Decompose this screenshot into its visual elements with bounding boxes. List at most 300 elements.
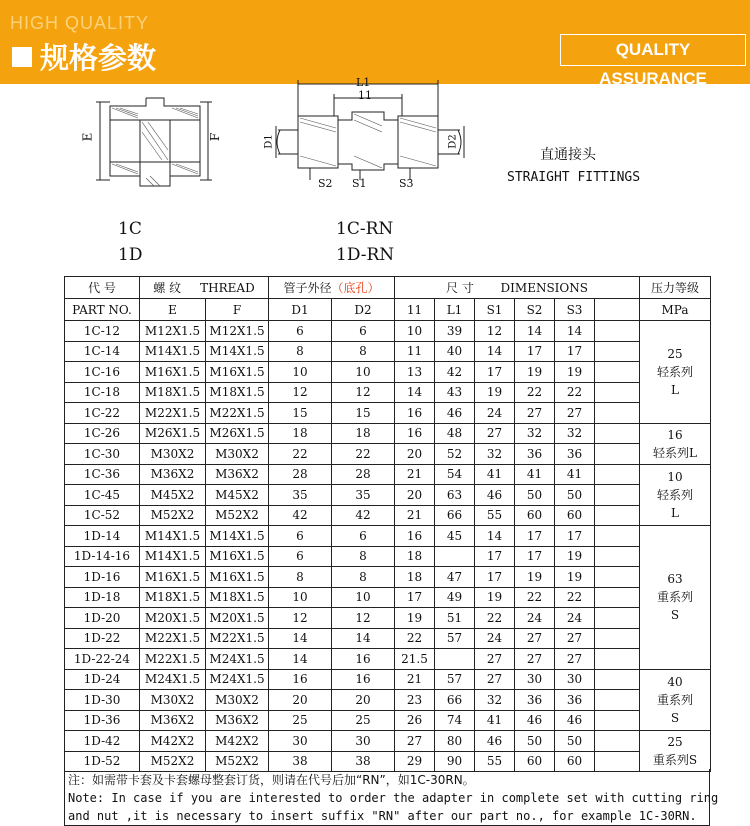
cell-pipe-d2: 8 [332,546,395,567]
fitting-drawing-1c-rn [268,76,478,192]
cell-pipe-d1: 12 [269,382,332,403]
table-row [65,587,711,608]
cell-dim-s3: 30 [555,669,595,690]
cell-thread-f: M26X1.5 [206,423,269,444]
cell-pipe-d1: 22 [269,444,332,465]
cell-thread-f: M20X1.5 [206,608,269,629]
cell-pipe-d1: 35 [269,485,332,506]
pressure-line: 轻系列 [656,364,693,379]
cell-part-no: 1C-45 [65,485,140,506]
pressure-line: 40 [667,674,683,689]
header-thread-en: THREAD [200,281,255,295]
cell-dim-11: 20 [395,444,435,465]
cell-dim-l1: 48 [435,423,475,444]
cell-thread-e: M52X2 [140,505,206,526]
product-name-en: STRAIGHT FITTINGS [507,170,641,185]
cell-dim-11: 16 [395,403,435,424]
dim-label-d1: D1 [263,134,275,149]
cell-thread-f: M14X1.5 [206,526,269,547]
cell-dim-l1 [435,649,475,670]
table-row [65,669,711,690]
cell-dim-11: 21 [395,464,435,485]
header-s3: S3 [555,299,595,321]
header-thread-cn: 螺 纹 [153,281,182,295]
page-title: 规格参数 [40,41,157,75]
cell-pipe-d2: 42 [332,505,395,526]
cell-thread-f: M24X1.5 [206,669,269,690]
cell-thread-e: M16X1.5 [140,362,206,383]
cell-blank [595,608,640,629]
cell-part-no: 1D-36 [65,710,140,731]
table-row [65,690,711,711]
header-row-1 [65,277,711,299]
cell-dim-s3: 41 [555,464,595,485]
cell-pipe-d1: 14 [269,628,332,649]
cell-dim-l1: 66 [435,505,475,526]
table-row [65,649,711,670]
cell-part-no: 1C-26 [65,423,140,444]
table-row [65,628,711,649]
cell-thread-e: M14X1.5 [140,526,206,547]
header-pipe [269,277,395,299]
table-row [65,423,711,444]
cell-pipe-d1: 42 [269,505,332,526]
cell-part-no: 1C-30 [65,444,140,465]
spec-table [64,276,711,772]
dim-label-l1: L1 [356,76,371,89]
cell-dim-l1: 63 [435,485,475,506]
cell-dim-l1: 74 [435,710,475,731]
cell-dim-s3: 46 [555,710,595,731]
pressure-line: L [671,382,679,397]
cell-dim-s3: 50 [555,485,595,506]
cell-thread-f: M36X2 [206,710,269,731]
cell-pipe-d1: 14 [269,649,332,670]
cell-pipe-d2: 25 [332,710,395,731]
cell-pipe-d2: 8 [332,341,395,362]
cell-thread-f: M30X2 [206,690,269,711]
cell-dim-s1: 27 [475,669,515,690]
cell-dim-s1: 17 [475,362,515,383]
cell-part-no: 1C-12 [65,321,140,342]
cell-blank [595,669,640,690]
cell-dim-s2: 50 [515,731,555,752]
cell-pipe-d2: 22 [332,444,395,465]
cell-dim-s1: 19 [475,382,515,403]
cell-part-no: 1C-16 [65,362,140,383]
cell-dim-s3: 36 [555,690,595,711]
cell-dim-s3: 22 [555,382,595,403]
cell-dim-s1: 46 [475,731,515,752]
cell-pipe-d1: 6 [269,546,332,567]
cell-pipe-d1: 30 [269,731,332,752]
cell-dim-s3: 60 [555,505,595,526]
cell-blank [595,587,640,608]
cell-dim-l1: 47 [435,567,475,588]
cell-dim-s3: 24 [555,608,595,629]
cell-dim-l1: 80 [435,731,475,752]
header-s2: S2 [515,299,555,321]
cell-pipe-d2: 18 [332,423,395,444]
cell-pipe-d2: 12 [332,382,395,403]
cell-dim-l1: 46 [435,403,475,424]
cell-dim-s3: 19 [555,362,595,383]
cell-blank [595,505,640,526]
cell-pipe-d2: 10 [332,362,395,383]
cell-dim-s1: 17 [475,546,515,567]
cell-dim-s3: 60 [555,751,595,772]
cell-dim-s2: 60 [515,751,555,772]
cell-blank [595,649,640,670]
cell-thread-e: M14X1.5 [140,341,206,362]
pressure-grade-g6 [640,731,711,772]
cell-pipe-d2: 12 [332,608,395,629]
cell-dim-11: 18 [395,567,435,588]
pressure-line: 重系列 [656,692,693,707]
cell-dim-s1: 32 [475,690,515,711]
cell-dim-s2: 50 [515,485,555,506]
cell-dim-s2: 30 [515,669,555,690]
cell-dim-s1: 55 [475,505,515,526]
cell-dim-s3: 50 [555,731,595,752]
cell-thread-e: M42X2 [140,731,206,752]
cell-blank [595,731,640,752]
cell-pipe-d2: 30 [332,731,395,752]
cell-pipe-d2: 20 [332,690,395,711]
cell-part-no: 1C-52 [65,505,140,526]
header-dimensions [395,277,640,299]
pressure-line: 重系列 [656,590,693,605]
header-e: E [140,299,206,321]
cell-thread-f: M24X1.5 [206,649,269,670]
cell-dim-11: 10 [395,321,435,342]
cell-dim-l1: 66 [435,690,475,711]
cell-thread-f: M45X2 [206,485,269,506]
pressure-grade-g1 [640,321,711,424]
cell-thread-e: M20X1.5 [140,608,206,629]
header-l1: L1 [435,299,475,321]
cell-dim-s2: 14 [515,321,555,342]
cell-part-no: 1D-14-16 [65,546,140,567]
pressure-line: 重系列S [652,753,698,767]
cell-blank [595,341,640,362]
note-en-line-1: Note: In case if you are interested to order the adapter in complete set with cutting ring [68,791,719,805]
cell-part-no: 1C-14 [65,341,140,362]
cell-pipe-d2: 10 [332,587,395,608]
dim-label-11: 11 [358,89,372,102]
cell-thread-f: M42X2 [206,731,269,752]
header-banner [0,0,750,88]
cell-thread-f: M52X2 [206,751,269,772]
cell-part-no: 1D-30 [65,690,140,711]
cell-dim-s2: 41 [515,464,555,485]
cell-dim-s1: 14 [475,341,515,362]
cell-dim-l1: 57 [435,669,475,690]
dim-label-d2: D2 [447,134,459,149]
cell-pipe-d1: 18 [269,423,332,444]
pressure-line: 轻系列 [656,487,693,502]
cell-blank [595,485,640,506]
header-d2: D2 [332,299,395,321]
table-row [65,567,711,588]
cell-dim-l1: 52 [435,444,475,465]
cell-thread-f: M36X2 [206,464,269,485]
cell-thread-f: M16X1.5 [206,567,269,588]
pressure-grade-g4 [640,526,711,670]
table-row [65,464,711,485]
cell-part-no: 1D-14 [65,526,140,547]
cell-dim-s1: 41 [475,464,515,485]
cell-dim-11: 11 [395,341,435,362]
cell-thread-e: M14X1.5 [140,546,206,567]
cell-pipe-d2: 6 [332,526,395,547]
cell-thread-f: M52X2 [206,505,269,526]
note-cn: 注：如需带卡套及卡套螺母整套订货，则请在代号后加“RN”，如1C-30RN。 [68,773,475,787]
table-row [65,710,711,731]
cell-dim-11: 13 [395,362,435,383]
fitting-drawing-1c [80,92,230,192]
cell-part-no: 1C-36 [65,464,140,485]
notes-box [64,769,719,826]
cell-thread-e: M30X2 [140,690,206,711]
cell-pipe-d1: 10 [269,587,332,608]
table-row [65,444,711,465]
cell-dim-11: 22 [395,628,435,649]
cell-thread-e: M22X1.5 [140,628,206,649]
cell-dim-l1: 42 [435,362,475,383]
cell-dim-l1: 43 [435,382,475,403]
table-row [65,403,711,424]
cell-blank [595,423,640,444]
cell-dim-s3: 32 [555,423,595,444]
header-d1: D1 [269,299,332,321]
cell-thread-f: M16X1.5 [206,546,269,567]
pressure-grade-g3 [640,464,711,526]
cell-dim-l1: 54 [435,464,475,485]
cell-dim-11: 27 [395,731,435,752]
dim-label-s1: S1 [352,177,367,190]
pressure-line: 10 [667,469,683,484]
cell-part-no: 1D-42 [65,731,140,752]
cell-pipe-d1: 15 [269,403,332,424]
cell-thread-f: M14X1.5 [206,341,269,362]
cell-dim-l1: 51 [435,608,475,629]
cell-pipe-d2: 38 [332,751,395,772]
cell-dim-s1: 27 [475,423,515,444]
cell-dim-11: 18 [395,546,435,567]
table-row [65,505,711,526]
dim-label-f: F [208,132,223,142]
cell-thread-f: M16X1.5 [206,362,269,383]
pressure-line: 25 [667,735,683,749]
cell-dim-s2: 32 [515,423,555,444]
cell-dim-s3: 27 [555,403,595,424]
cell-dim-l1: 45 [435,526,475,547]
high-quality-tagline: HIGH QUALITY [10,13,150,33]
cell-pipe-d2: 28 [332,464,395,485]
table-row [65,382,711,403]
header-f: F [206,299,269,321]
cell-thread-e: M22X1.5 [140,649,206,670]
cell-dim-s1: 17 [475,567,515,588]
cell-dim-s3: 27 [555,628,595,649]
dim-label-s2: S2 [318,177,333,190]
cell-thread-e: M36X2 [140,710,206,731]
cell-pipe-d1: 10 [269,362,332,383]
cell-dim-s2: 24 [515,608,555,629]
cell-thread-f: M22X1.5 [206,628,269,649]
cell-blank [595,362,640,383]
cell-dim-11: 14 [395,382,435,403]
cell-dim-s2: 27 [515,649,555,670]
cell-part-no: 1D-22-24 [65,649,140,670]
table-row [65,341,711,362]
model-label-1d-rn: 1D-RN [336,245,395,265]
model-label-1d: 1D [118,245,143,265]
title-square-icon [12,47,32,67]
cell-dim-s3: 17 [555,526,595,547]
section-title [12,36,156,77]
cell-dim-s2: 36 [515,444,555,465]
pressure-line: L [671,505,679,520]
table-row [65,485,711,506]
header-part-no: PART NO. [65,299,140,321]
cell-dim-s1: 14 [475,526,515,547]
cell-pipe-d2: 15 [332,403,395,424]
cell-pipe-d2: 16 [332,669,395,690]
cell-dim-s2: 22 [515,587,555,608]
cell-thread-f: M30X2 [206,444,269,465]
table-row [65,608,711,629]
cell-dim-11: 21 [395,669,435,690]
cell-part-no: 1D-20 [65,608,140,629]
table-row [65,321,711,342]
cell-dim-s3: 17 [555,341,595,362]
cell-thread-e: M24X1.5 [140,669,206,690]
cell-dim-s1: 32 [475,444,515,465]
cell-dim-s2: 27 [515,628,555,649]
cell-part-no: 1C-18 [65,382,140,403]
header-thread [140,277,269,299]
cell-dim-l1: 40 [435,341,475,362]
cell-dim-11: 29 [395,751,435,772]
header-11: 11 [395,299,435,321]
pressure-grade-g5 [640,669,711,731]
pressure-line: 25 [667,346,683,361]
pressure-line: S [670,710,680,725]
cell-dim-11: 20 [395,485,435,506]
cell-blank [595,710,640,731]
cell-pipe-d2: 16 [332,649,395,670]
pressure-line: 63 [667,572,683,587]
cell-pipe-d1: 16 [269,669,332,690]
table-row [65,526,711,547]
cell-dim-s2: 22 [515,382,555,403]
cell-blank [595,526,640,547]
table-row [65,546,711,567]
header-code: 代 号 [65,277,140,299]
cell-blank [595,464,640,485]
cell-dim-s2: 46 [515,710,555,731]
cell-dim-s3: 19 [555,567,595,588]
cell-pipe-d1: 8 [269,567,332,588]
cell-dim-s3: 36 [555,444,595,465]
cell-pipe-d1: 28 [269,464,332,485]
cell-dim-s1: 12 [475,321,515,342]
cell-dim-s2: 36 [515,690,555,711]
cell-dim-s3: 22 [555,587,595,608]
cell-dim-11: 21.5 [395,649,435,670]
cell-dim-l1: 90 [435,751,475,772]
cell-thread-e: M18X1.5 [140,587,206,608]
header-blank [595,299,640,321]
cell-dim-l1: 49 [435,587,475,608]
cell-dim-s1: 41 [475,710,515,731]
cell-thread-e: M26X1.5 [140,423,206,444]
cell-pipe-d2: 8 [332,567,395,588]
cell-blank [595,382,640,403]
pressure-line: 轻系列L [653,445,697,460]
cell-pipe-d1: 25 [269,710,332,731]
cell-dim-s1: 19 [475,587,515,608]
cell-thread-e: M18X1.5 [140,382,206,403]
header-size-en: DIMENSIONS [500,281,588,295]
cell-dim-s1: 55 [475,751,515,772]
cell-thread-e: M22X1.5 [140,403,206,424]
cell-pipe-d2: 14 [332,628,395,649]
cell-part-no: 1D-18 [65,587,140,608]
cell-blank [595,690,640,711]
cell-thread-f: M18X1.5 [206,382,269,403]
cell-thread-e: M52X2 [140,751,206,772]
cell-blank [595,321,640,342]
cell-blank [595,403,640,424]
cell-dim-11: 26 [395,710,435,731]
header-pipe-od: 管子外径 [283,281,332,295]
cell-pipe-d2: 35 [332,485,395,506]
cell-dim-s1: 24 [475,628,515,649]
header-s1: S1 [475,299,515,321]
product-name-cn: 直通接头 [540,147,596,163]
header-mpa: MPa [640,299,711,321]
cell-dim-s2: 17 [515,526,555,547]
header-row-2 [65,299,711,321]
dim-label-e: E [80,132,95,142]
cell-dim-s3: 27 [555,649,595,670]
cell-thread-f: M18X1.5 [206,587,269,608]
cell-dim-11: 21 [395,505,435,526]
cell-thread-e: M45X2 [140,485,206,506]
cell-thread-e: M16X1.5 [140,567,206,588]
cell-part-no: 1C-22 [65,403,140,424]
cell-dim-l1 [435,546,475,567]
cell-dim-s2: 19 [515,567,555,588]
quality-assurance-badge: QUALITY ASSURANCE [560,34,746,66]
dim-label-s3: S3 [399,177,414,190]
model-label-1c-rn: 1C-RN [336,219,394,239]
cell-blank [595,546,640,567]
cell-dim-s1: 22 [475,608,515,629]
cell-dim-11: 16 [395,423,435,444]
cell-dim-s1: 24 [475,403,515,424]
cell-pipe-d1: 20 [269,690,332,711]
table-row [65,731,711,752]
table-row [65,362,711,383]
cell-dim-s1: 27 [475,649,515,670]
cell-thread-f: M22X1.5 [206,403,269,424]
cell-dim-s2: 19 [515,362,555,383]
cell-dim-s3: 14 [555,321,595,342]
